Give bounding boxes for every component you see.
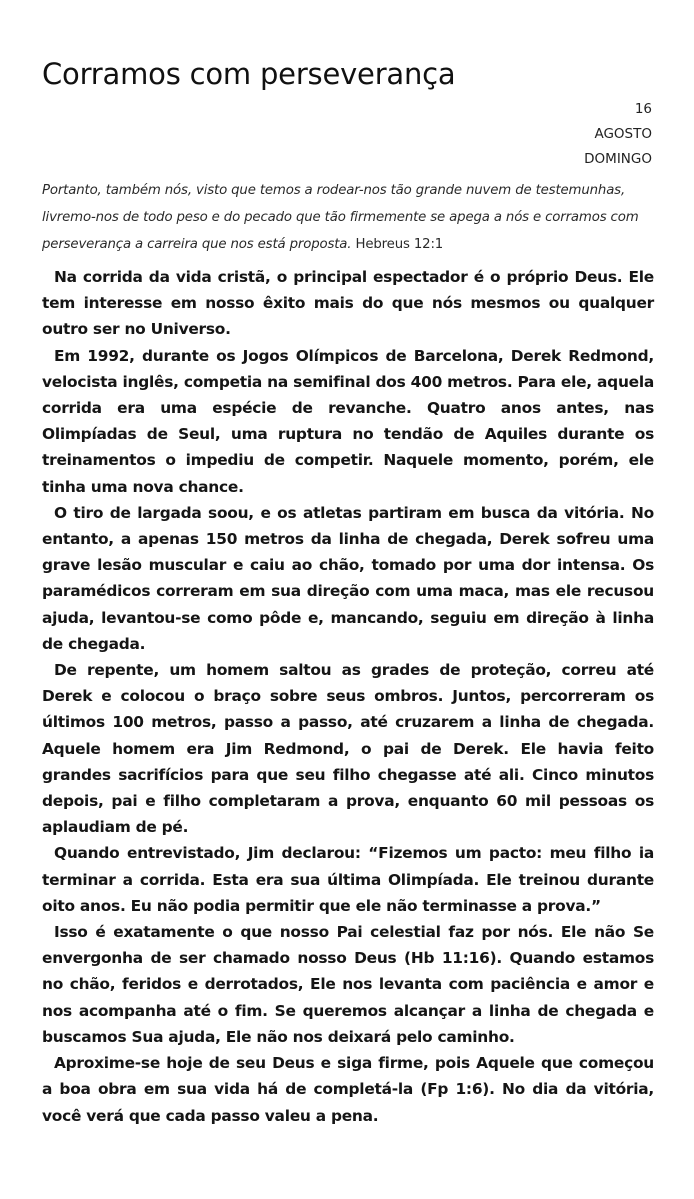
date-day: 16 [634, 101, 652, 117]
date-month: AGOSTO [594, 126, 652, 142]
article-body [42, 264, 654, 1129]
bible-verse [42, 177, 654, 258]
paragraph: Na corrida da vida cristã, o principal espectador é o próprio Deus. Ele tem interesse em nosso êxito mais do que nós mesmos ou qualquer outro ser no Universo. [42, 268, 654, 339]
paragraph: De repente, um homem saltou as grades de proteção, correu até Derek e colocou o braço sobre seus ombros. Juntos, percorreram os últimos 100 metros, passo a passo, até cruzarem a linha de chegada. Aquele homem era Jim Redmond, o pai de Derek. Ele havia feito grandes sacrifícios para que seu filho chegasse até ali. Cinco minutos depois, pai e filho completaram a prova, enquanto 60 mil pessoas os aplaudiam de pé. [42, 661, 654, 837]
date-block [584, 97, 652, 172]
page-title: Corramos com perseverança [42, 57, 456, 91]
date-weekday: DOMINGO [584, 151, 652, 167]
paragraph: Em 1992, durante os Jogos Olímpicos de Barcelona, Derek Redmond, velocista inglês, competia na semifinal dos 400 metros. Para ele, aquela corrida era uma espécie de revanche. Quatro anos antes, nas Olimpíadas de Seul, uma ruptura no tendão de Aquiles durante os treinamentos o impediu de competir. Naquele momento, porém, ele tinha uma nova chance. [42, 346, 654, 496]
paragraph: Isso é exatamente o que nosso Pai celestial faz por nós. Ele não Se envergonha de ser chamado nosso Deus (Hb 11:16). Quando estamos no chão, feridos e derrotados, Ele nos levanta com paciência e amor e nos acompanha até o fim. Se queremos alcançar a linha de chegada e buscamos Sua ajuda, Ele não nos deixará pelo caminho. [42, 923, 654, 1046]
paragraph: Aproxime-se hoje de seu Deus e siga firme, pois Aquele que começou a boa obra em sua vida há de completá-la (Fp 1:6). No dia da vitória, você verá que cada passo valeu a pena. [42, 1054, 654, 1125]
verse-reference: Hebreus 12:1 [355, 237, 444, 252]
verse-text: Portanto, também nós, visto que temos a rodear-nos tão grande nuvem de testemunhas, livremo-nos de todo peso e do pecado que tão firmemente se apega a nós e corramos com perseverança a carreira que nos está proposta. [42, 183, 639, 252]
paragraph: O tiro de largada soou, e os atletas partiram em busca da vitória. No entanto, a apenas 150 metros da linha de chegada, Derek sofreu uma grave lesão muscular e caiu ao chão, tomado por uma dor intensa. Os paramédicos correram em sua direção com uma maca, mas ele recusou ajuda, levantou-se como pôde e, mancando, seguiu em direção à linha de chegada. [42, 503, 654, 653]
paragraph: Quando entrevistado, Jim declarou: “Fizemos um pacto: meu filho ia terminar a corrida. Esta era sua última Olimpíada. Ele treinou durante oito anos. Eu não podia permitir que ele não terminasse a prova.” [42, 844, 654, 915]
